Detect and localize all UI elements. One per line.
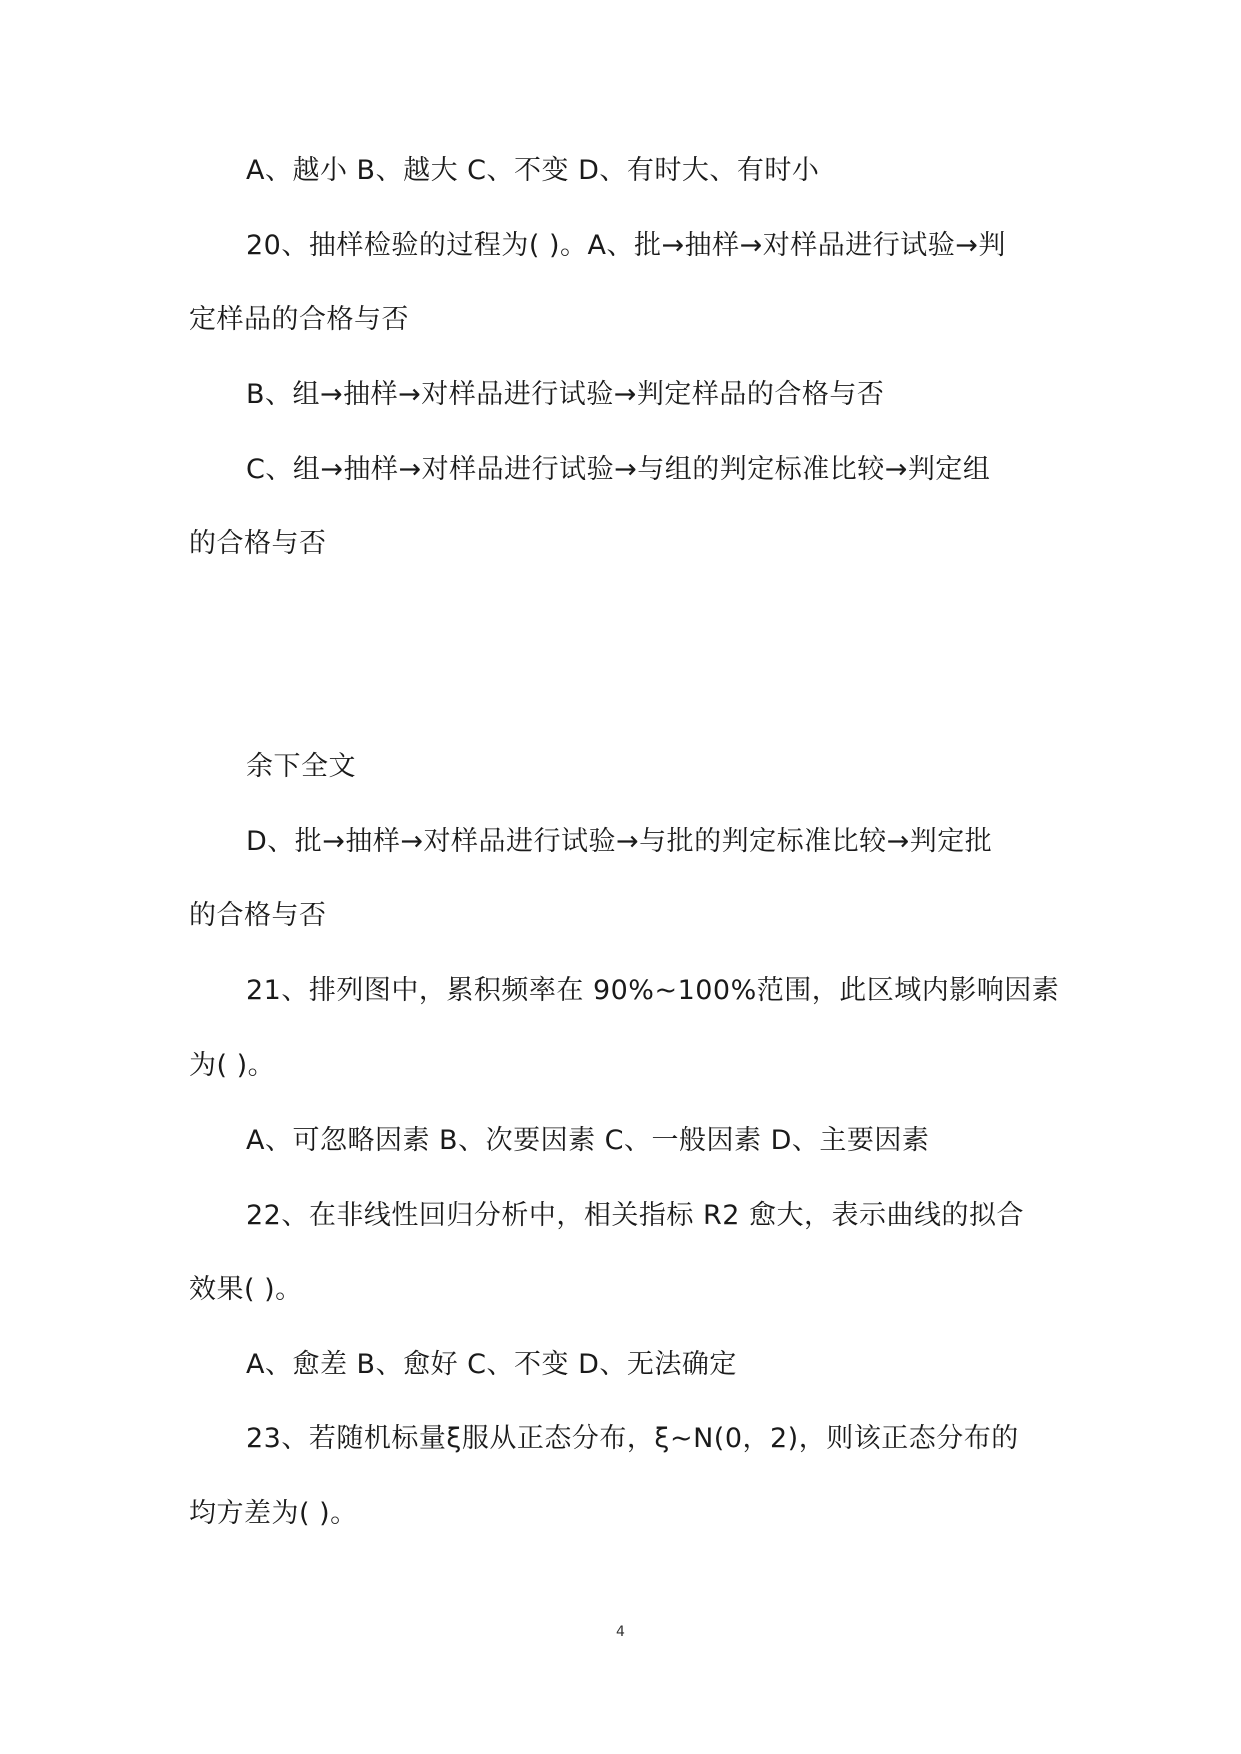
question-21-continued: 为( )。 bbox=[189, 1050, 276, 1081]
option-c-q20-continued: 的合格与否 bbox=[189, 528, 327, 559]
option-c-q20: C、组→抽样→对样品进行试验→与组的判定标准比较→判定组 bbox=[246, 454, 991, 485]
question-20: 20、抽样检验的过程为( )。A、批→抽样→对样品进行试验→判 bbox=[246, 230, 1006, 261]
option-d-q20: D、批→抽样→对样品进行试验→与批的判定标准比较→判定批 bbox=[246, 826, 993, 857]
option-b-q20: B、组→抽样→对样品进行试验→判定样品的合格与否 bbox=[246, 379, 885, 410]
question-21: 21、排列图中，累积频率在 90%~100%范围，此区域内影响因素 bbox=[246, 975, 1060, 1006]
option-d-q20-continued: 的合格与否 bbox=[189, 900, 327, 931]
question-20-continued: 定样品的合格与否 bbox=[189, 304, 409, 335]
question-23-continued: 均方差为( )。 bbox=[189, 1498, 358, 1529]
option-line-q19: A、越小 B、越大 C、不变 D、有时大、有时小 bbox=[246, 155, 820, 186]
options-q21: A、可忽略因素 B、次要因素 C、一般因素 D、主要因素 bbox=[246, 1125, 930, 1156]
options-q22: A、愈差 B、愈好 C、不变 D、无法确定 bbox=[246, 1349, 737, 1380]
read-more-text: 余下全文 bbox=[246, 751, 356, 782]
question-22: 22、在非线性回归分析中，相关指标 R2 愈大，表示曲线的拟合 bbox=[246, 1200, 1024, 1231]
page-number: 4 bbox=[616, 1624, 625, 1640]
question-23: 23、若随机标量ξ服从正态分布，ξ~N(0，2)，则该正态分布的 bbox=[246, 1423, 1019, 1454]
question-22-continued: 效果( )。 bbox=[189, 1274, 303, 1305]
